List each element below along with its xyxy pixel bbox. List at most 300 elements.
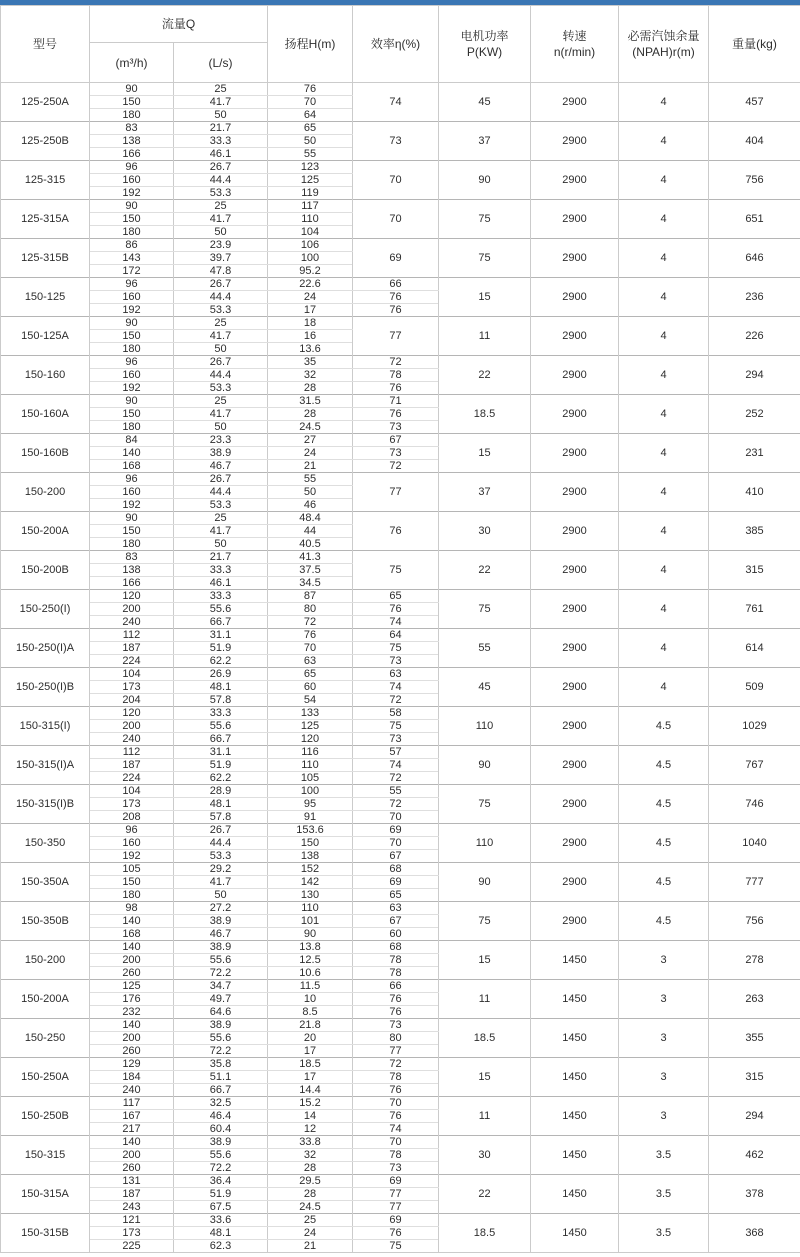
power-cell: 55 xyxy=(439,629,531,668)
weight-cell: 614 xyxy=(709,629,800,668)
head-cell: 55 xyxy=(268,148,353,161)
efficiency-cell: 67 xyxy=(353,434,439,447)
npsh-cell: 4.5 xyxy=(619,902,709,941)
power-cell: 22 xyxy=(439,356,531,395)
speed-cell: 1450 xyxy=(531,980,619,1019)
head-cell: 46 xyxy=(268,499,353,512)
flow-ls-cell: 53.3 xyxy=(174,499,268,512)
table-row xyxy=(1,980,800,993)
efficiency-cell: 64 xyxy=(353,629,439,642)
speed-cell: 2900 xyxy=(531,317,619,356)
flow-m3h-cell: 140 xyxy=(90,915,174,928)
model-cell: 125-315 xyxy=(1,161,90,200)
power-cell: 15 xyxy=(439,434,531,473)
efficiency-cell: 72 xyxy=(353,356,439,369)
power-cell: 45 xyxy=(439,83,531,122)
head-cell: 16 xyxy=(268,330,353,343)
flow-ls-cell: 33.3 xyxy=(174,707,268,720)
head-cell: 117 xyxy=(268,200,353,213)
flow-m3h-cell: 150 xyxy=(90,96,174,109)
head-cell: 123 xyxy=(268,161,353,174)
head-cell: 152 xyxy=(268,863,353,876)
flow-ls-cell: 39.7 xyxy=(174,252,268,265)
weight-cell: 404 xyxy=(709,122,800,161)
col-header-npsh-line2: (NPAH)r(m) xyxy=(632,45,695,59)
head-cell: 32 xyxy=(268,369,353,382)
weight-cell: 378 xyxy=(709,1175,800,1214)
flow-m3h-cell: 208 xyxy=(90,811,174,824)
head-cell: 12.5 xyxy=(268,954,353,967)
model-cell: 150-250(I) xyxy=(1,590,90,629)
model-cell: 150-315(I) xyxy=(1,707,90,746)
model-cell: 150-315A xyxy=(1,1175,90,1214)
speed-cell: 1450 xyxy=(531,1136,619,1175)
flow-m3h-cell: 192 xyxy=(90,499,174,512)
flow-ls-cell: 51.9 xyxy=(174,1188,268,1201)
efficiency-cell: 76 xyxy=(353,304,439,317)
weight-cell: 1040 xyxy=(709,824,800,863)
table-row xyxy=(1,356,800,369)
head-cell: 21 xyxy=(268,460,353,473)
efficiency-cell: 73 xyxy=(353,655,439,668)
npsh-cell: 4.5 xyxy=(619,824,709,863)
head-cell: 120 xyxy=(268,733,353,746)
model-cell: 150-125A xyxy=(1,317,90,356)
table-row xyxy=(1,707,800,720)
flow-m3h-cell: 187 xyxy=(90,1188,174,1201)
col-header-power-line2: P(KW) xyxy=(466,45,503,59)
head-cell: 12 xyxy=(268,1123,353,1136)
power-cell: 110 xyxy=(439,824,531,863)
weight-cell: 756 xyxy=(709,902,800,941)
efficiency-cell: 77 xyxy=(353,1188,439,1201)
flow-m3h-cell: 240 xyxy=(90,616,174,629)
speed-cell: 2900 xyxy=(531,668,619,707)
table-row xyxy=(1,785,800,798)
flow-m3h-cell: 150 xyxy=(90,213,174,226)
flow-ls-cell: 46.7 xyxy=(174,460,268,473)
efficiency-cell: 73 xyxy=(353,733,439,746)
table-row xyxy=(1,902,800,915)
flow-ls-cell: 72.2 xyxy=(174,967,268,980)
flow-ls-cell: 62.2 xyxy=(174,772,268,785)
flow-ls-cell: 64.6 xyxy=(174,1006,268,1019)
table-row xyxy=(1,1214,800,1227)
head-cell: 14.4 xyxy=(268,1084,353,1097)
head-cell: 32 xyxy=(268,1149,353,1162)
flow-m3h-cell: 240 xyxy=(90,1084,174,1097)
flow-m3h-cell: 224 xyxy=(90,772,174,785)
header-row-1 xyxy=(1,6,800,43)
efficiency-cell: 72 xyxy=(353,1058,439,1071)
flow-m3h-cell: 192 xyxy=(90,382,174,395)
flow-ls-cell: 55.6 xyxy=(174,1032,268,1045)
efficiency-cell: 76 xyxy=(353,603,439,616)
efficiency-cell: 55 xyxy=(353,785,439,798)
flow-ls-cell: 55.6 xyxy=(174,1149,268,1162)
head-cell: 41.3 xyxy=(268,551,353,564)
flow-ls-cell: 46.1 xyxy=(174,148,268,161)
efficiency-cell: 78 xyxy=(353,369,439,382)
flow-ls-cell: 67.5 xyxy=(174,1201,268,1214)
flow-ls-cell: 46.7 xyxy=(174,928,268,941)
flow-m3h-cell: 187 xyxy=(90,759,174,772)
npsh-cell: 4 xyxy=(619,161,709,200)
flow-ls-cell: 25 xyxy=(174,83,268,96)
flow-ls-cell: 48.1 xyxy=(174,681,268,694)
flow-m3h-cell: 140 xyxy=(90,1136,174,1149)
flow-ls-cell: 41.7 xyxy=(174,876,268,889)
flow-ls-cell: 23.3 xyxy=(174,434,268,447)
flow-ls-cell: 62.2 xyxy=(174,655,268,668)
model-cell: 150-250(I)B xyxy=(1,668,90,707)
flow-m3h-cell: 96 xyxy=(90,278,174,291)
efficiency-cell: 72 xyxy=(353,798,439,811)
table-row xyxy=(1,863,800,876)
flow-ls-cell: 38.9 xyxy=(174,915,268,928)
col-header-speed-line1: 转速 xyxy=(562,29,587,43)
head-cell: 28 xyxy=(268,1162,353,1175)
speed-cell: 2900 xyxy=(531,746,619,785)
head-cell: 11.5 xyxy=(268,980,353,993)
flow-ls-cell: 48.1 xyxy=(174,1227,268,1240)
table-row xyxy=(1,1097,800,1110)
flow-m3h-cell: 173 xyxy=(90,681,174,694)
weight-cell: 231 xyxy=(709,434,800,473)
head-cell: 31.5 xyxy=(268,395,353,408)
flow-ls-cell: 26.7 xyxy=(174,824,268,837)
head-cell: 33.8 xyxy=(268,1136,353,1149)
npsh-cell: 4 xyxy=(619,434,709,473)
efficiency-cell: 67 xyxy=(353,915,439,928)
model-cell: 150-160B xyxy=(1,434,90,473)
weight-cell: 294 xyxy=(709,356,800,395)
speed-cell: 1450 xyxy=(531,1097,619,1136)
col-header-flow-m3h: (m³/h) xyxy=(90,43,174,83)
flow-m3h-cell: 96 xyxy=(90,356,174,369)
flow-m3h-cell: 104 xyxy=(90,668,174,681)
power-cell: 75 xyxy=(439,785,531,824)
efficiency-cell: 75 xyxy=(353,720,439,733)
head-cell: 24.5 xyxy=(268,1201,353,1214)
flow-m3h-cell: 160 xyxy=(90,486,174,499)
power-cell: 90 xyxy=(439,863,531,902)
flow-ls-cell: 72.2 xyxy=(174,1162,268,1175)
efficiency-cell: 66 xyxy=(353,278,439,291)
flow-ls-cell: 26.9 xyxy=(174,668,268,681)
model-cell: 125-315A xyxy=(1,200,90,239)
head-cell: 10.6 xyxy=(268,967,353,980)
flow-ls-cell: 66.7 xyxy=(174,616,268,629)
flow-ls-cell: 66.7 xyxy=(174,733,268,746)
flow-m3h-cell: 131 xyxy=(90,1175,174,1188)
flow-m3h-cell: 90 xyxy=(90,317,174,330)
flow-ls-cell: 48.1 xyxy=(174,798,268,811)
flow-m3h-cell: 260 xyxy=(90,967,174,980)
efficiency-cell: 69 xyxy=(353,824,439,837)
table-row xyxy=(1,395,800,408)
table-header xyxy=(1,6,800,83)
head-cell: 101 xyxy=(268,915,353,928)
head-cell: 110 xyxy=(268,759,353,772)
efficiency-cell: 63 xyxy=(353,668,439,681)
speed-cell: 2900 xyxy=(531,278,619,317)
flow-ls-cell: 38.9 xyxy=(174,1019,268,1032)
npsh-cell: 3 xyxy=(619,980,709,1019)
head-cell: 37.5 xyxy=(268,564,353,577)
head-cell: 17 xyxy=(268,304,353,317)
flow-m3h-cell: 200 xyxy=(90,1032,174,1045)
head-cell: 35 xyxy=(268,356,353,369)
efficiency-cell: 76 xyxy=(353,512,439,551)
flow-m3h-cell: 138 xyxy=(90,135,174,148)
model-cell: 150-200A xyxy=(1,512,90,551)
weight-cell: 315 xyxy=(709,551,800,590)
flow-ls-cell: 33.6 xyxy=(174,1214,268,1227)
head-cell: 100 xyxy=(268,252,353,265)
flow-m3h-cell: 143 xyxy=(90,252,174,265)
table-row xyxy=(1,278,800,291)
flow-m3h-cell: 160 xyxy=(90,291,174,304)
flow-m3h-cell: 86 xyxy=(90,239,174,252)
head-cell: 21 xyxy=(268,1240,353,1253)
head-cell: 15.2 xyxy=(268,1097,353,1110)
head-cell: 90 xyxy=(268,928,353,941)
head-cell: 130 xyxy=(268,889,353,902)
head-cell: 65 xyxy=(268,122,353,135)
efficiency-cell: 57 xyxy=(353,746,439,759)
power-cell: 11 xyxy=(439,1097,531,1136)
model-cell: 150-315(I)A xyxy=(1,746,90,785)
head-cell: 80 xyxy=(268,603,353,616)
speed-cell: 2900 xyxy=(531,902,619,941)
col-header-head: 扬程H(m) xyxy=(268,6,353,83)
model-cell: 150-200 xyxy=(1,941,90,980)
efficiency-cell: 73 xyxy=(353,447,439,460)
head-cell: 28 xyxy=(268,408,353,421)
head-cell: 48.4 xyxy=(268,512,353,525)
col-header-efficiency: 效率η(%) xyxy=(353,6,439,83)
flow-m3h-cell: 200 xyxy=(90,1149,174,1162)
flow-m3h-cell: 160 xyxy=(90,174,174,187)
weight-cell: 746 xyxy=(709,785,800,824)
efficiency-cell: 75 xyxy=(353,1240,439,1253)
flow-m3h-cell: 180 xyxy=(90,538,174,551)
flow-ls-cell: 50 xyxy=(174,421,268,434)
flow-ls-cell: 38.9 xyxy=(174,941,268,954)
weight-cell: 263 xyxy=(709,980,800,1019)
flow-ls-cell: 50 xyxy=(174,109,268,122)
flow-m3h-cell: 104 xyxy=(90,785,174,798)
npsh-cell: 3 xyxy=(619,1058,709,1097)
flow-m3h-cell: 112 xyxy=(90,746,174,759)
speed-cell: 2900 xyxy=(531,824,619,863)
head-cell: 63 xyxy=(268,655,353,668)
weight-cell: 294 xyxy=(709,1097,800,1136)
flow-ls-cell: 41.7 xyxy=(174,96,268,109)
speed-cell: 2900 xyxy=(531,785,619,824)
flow-m3h-cell: 200 xyxy=(90,720,174,733)
flow-ls-cell: 26.7 xyxy=(174,161,268,174)
npsh-cell: 4 xyxy=(619,629,709,668)
head-cell: 70 xyxy=(268,642,353,655)
col-header-power-line1: 电机功率 xyxy=(460,29,509,43)
head-cell: 65 xyxy=(268,668,353,681)
flow-ls-cell: 27.2 xyxy=(174,902,268,915)
power-cell: 45 xyxy=(439,668,531,707)
weight-cell: 315 xyxy=(709,1058,800,1097)
flow-ls-cell: 33.3 xyxy=(174,590,268,603)
table-row xyxy=(1,122,800,135)
model-cell: 150-315B xyxy=(1,1214,90,1253)
model-cell: 150-160A xyxy=(1,395,90,434)
flow-ls-cell: 57.8 xyxy=(174,811,268,824)
weight-cell: 651 xyxy=(709,200,800,239)
head-cell: 104 xyxy=(268,226,353,239)
flow-ls-cell: 35.8 xyxy=(174,1058,268,1071)
col-header-weight: 重量(kg) xyxy=(709,6,800,83)
flow-ls-cell: 46.4 xyxy=(174,1110,268,1123)
power-cell: 22 xyxy=(439,551,531,590)
flow-ls-cell: 33.3 xyxy=(174,135,268,148)
flow-ls-cell: 21.7 xyxy=(174,551,268,564)
table-row xyxy=(1,629,800,642)
speed-cell: 1450 xyxy=(531,1214,619,1253)
efficiency-cell: 70 xyxy=(353,837,439,850)
flow-m3h-cell: 90 xyxy=(90,395,174,408)
head-cell: 50 xyxy=(268,135,353,148)
npsh-cell: 4 xyxy=(619,668,709,707)
flow-ls-cell: 50 xyxy=(174,226,268,239)
head-cell: 17 xyxy=(268,1045,353,1058)
head-cell: 54 xyxy=(268,694,353,707)
efficiency-cell: 74 xyxy=(353,83,439,122)
flow-ls-cell: 26.7 xyxy=(174,473,268,486)
flow-ls-cell: 41.7 xyxy=(174,330,268,343)
power-cell: 22 xyxy=(439,1175,531,1214)
speed-cell: 1450 xyxy=(531,1175,619,1214)
model-cell: 125-250A xyxy=(1,83,90,122)
weight-cell: 1029 xyxy=(709,707,800,746)
npsh-cell: 4 xyxy=(619,317,709,356)
flow-ls-cell: 36.4 xyxy=(174,1175,268,1188)
power-cell: 90 xyxy=(439,746,531,785)
head-cell: 24 xyxy=(268,1227,353,1240)
head-cell: 106 xyxy=(268,239,353,252)
efficiency-cell: 76 xyxy=(353,408,439,421)
table-row xyxy=(1,824,800,837)
flow-m3h-cell: 180 xyxy=(90,343,174,356)
flow-m3h-cell: 96 xyxy=(90,161,174,174)
flow-ls-cell: 41.7 xyxy=(174,408,268,421)
flow-m3h-cell: 176 xyxy=(90,993,174,1006)
flow-ls-cell: 53.3 xyxy=(174,187,268,200)
flow-m3h-cell: 150 xyxy=(90,525,174,538)
efficiency-cell: 70 xyxy=(353,1136,439,1149)
flow-ls-cell: 41.7 xyxy=(174,213,268,226)
speed-cell: 1450 xyxy=(531,1058,619,1097)
speed-cell: 2900 xyxy=(531,434,619,473)
power-cell: 110 xyxy=(439,707,531,746)
flow-m3h-cell: 184 xyxy=(90,1071,174,1084)
flow-ls-cell: 44.4 xyxy=(174,291,268,304)
npsh-cell: 4 xyxy=(619,473,709,512)
flow-ls-cell: 50 xyxy=(174,343,268,356)
efficiency-cell: 75 xyxy=(353,551,439,590)
head-cell: 24 xyxy=(268,291,353,304)
head-cell: 119 xyxy=(268,187,353,200)
power-cell: 18.5 xyxy=(439,1019,531,1058)
power-cell: 75 xyxy=(439,902,531,941)
speed-cell: 2900 xyxy=(531,122,619,161)
npsh-cell: 4 xyxy=(619,239,709,278)
weight-cell: 462 xyxy=(709,1136,800,1175)
col-header-speed xyxy=(531,6,619,83)
flow-m3h-cell: 187 xyxy=(90,642,174,655)
table-row xyxy=(1,200,800,213)
head-cell: 70 xyxy=(268,96,353,109)
weight-cell: 368 xyxy=(709,1214,800,1253)
flow-m3h-cell: 84 xyxy=(90,434,174,447)
flow-ls-cell: 55.6 xyxy=(174,720,268,733)
power-cell: 18.5 xyxy=(439,1214,531,1253)
flow-m3h-cell: 166 xyxy=(90,577,174,590)
weight-cell: 410 xyxy=(709,473,800,512)
flow-ls-cell: 44.4 xyxy=(174,369,268,382)
flow-m3h-cell: 83 xyxy=(90,551,174,564)
flow-ls-cell: 28.9 xyxy=(174,785,268,798)
flow-m3h-cell: 140 xyxy=(90,447,174,460)
head-cell: 8.5 xyxy=(268,1006,353,1019)
table-row xyxy=(1,1019,800,1032)
table-row xyxy=(1,161,800,174)
efficiency-cell: 73 xyxy=(353,1019,439,1032)
flow-ls-cell: 31.1 xyxy=(174,629,268,642)
table-row xyxy=(1,941,800,954)
flow-ls-cell: 25 xyxy=(174,512,268,525)
power-cell: 11 xyxy=(439,980,531,1019)
efficiency-cell: 76 xyxy=(353,1006,439,1019)
flow-m3h-cell: 173 xyxy=(90,1227,174,1240)
npsh-cell: 4 xyxy=(619,200,709,239)
flow-m3h-cell: 150 xyxy=(90,876,174,889)
flow-m3h-cell: 120 xyxy=(90,590,174,603)
efficiency-cell: 60 xyxy=(353,928,439,941)
head-cell: 125 xyxy=(268,174,353,187)
efficiency-cell: 69 xyxy=(353,876,439,889)
speed-cell: 2900 xyxy=(531,512,619,551)
head-cell: 100 xyxy=(268,785,353,798)
flow-m3h-cell: 117 xyxy=(90,1097,174,1110)
flow-ls-cell: 55.6 xyxy=(174,603,268,616)
model-cell: 150-350A xyxy=(1,863,90,902)
head-cell: 153.6 xyxy=(268,824,353,837)
efficiency-cell: 76 xyxy=(353,1110,439,1123)
head-cell: 44 xyxy=(268,525,353,538)
head-cell: 28 xyxy=(268,382,353,395)
model-cell: 150-250 xyxy=(1,1019,90,1058)
head-cell: 138 xyxy=(268,850,353,863)
npsh-cell: 4 xyxy=(619,551,709,590)
efficiency-cell: 68 xyxy=(353,863,439,876)
efficiency-cell: 70 xyxy=(353,1097,439,1110)
efficiency-cell: 76 xyxy=(353,382,439,395)
col-header-model: 型号 xyxy=(1,6,90,83)
power-cell: 37 xyxy=(439,122,531,161)
efficiency-cell: 73 xyxy=(353,122,439,161)
power-cell: 37 xyxy=(439,473,531,512)
efficiency-cell: 69 xyxy=(353,239,439,278)
